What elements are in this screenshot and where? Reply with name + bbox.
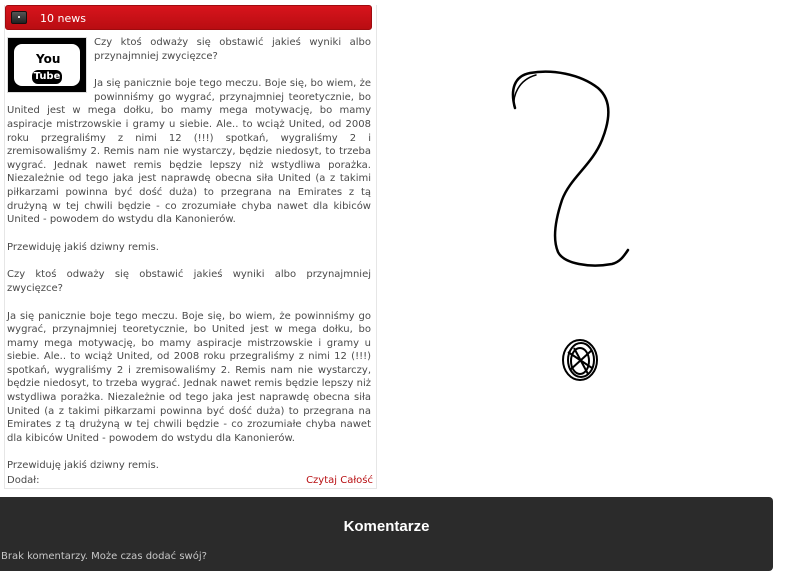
news-article: [7, 36, 371, 487]
comments-title: Komentarze: [343, 518, 430, 535]
added-by-label: Dodał:: [7, 475, 40, 486]
news-panel: [4, 5, 377, 489]
no-comments-text: Brak komentarzy. Może czas dodać swój?: [1, 551, 207, 562]
youtube-logo-you: You: [36, 52, 61, 66]
article-paragraph: Przewiduję jakiś dziwny remis.: [7, 241, 159, 253]
collapse-button[interactable]: [11, 11, 27, 24]
article-paragraph: Ja się panicznie boje tego meczu. Boje się, bo wiem, że powinniśmy go wygrać, przynajmniej teoretycznie, bo United jest w mega dołku, bo mamy mega motywację, bo mamy aspiracje mistrzowskie i gramy u siebie. Ale.. to wciąż United, od 2008 roku przegraliśmy z nimi 12 (!!!) spotkań, wygraliśmy 2 i zremisowaliśmy 2. Remis nam nie wystarczy, będzie niedosyt, to trzeba wygrać. Jednak nawet remis będzie lepszy niż wstydliwa porażka. Niezależnie od tego jaka jest naprawdę obecna siła United (a z takimi piłkarzami powinna być dość duża) to przegrana na Emirates z tą drużyną w tej chwili będzie - co zrozumiałe chyba nawet dla kibiców United - powodem do wstydu dla Kanonierów.: [7, 310, 371, 444]
youtube-logo-tube: Tube: [33, 71, 61, 82]
article-paragraph: Czy ktoś odważy się obstawić jakieś wyniki albo przynajmniej zwycięzce?: [7, 269, 371, 294]
news-header: [5, 5, 372, 30]
youtube-logo-icon[interactable]: [7, 37, 87, 93]
article-paragraph: Przewiduję jakiś dziwny remis.: [7, 460, 159, 472]
comments-section: [0, 497, 773, 571]
read-more-link[interactable]: Czytaj Całość: [306, 475, 373, 486]
hand-drawn-question-mark-icon: [500, 60, 650, 390]
question-dot: [563, 340, 597, 380]
youtube-logo-frame: [14, 44, 80, 86]
news-title: 10 news: [40, 12, 86, 25]
article-paragraph: Czy ktoś odważy się obstawić jakieś wyniki albo przynajmniej zwycięzce?: [94, 37, 371, 62]
article-paragraph: Ja się panicznie boje tego meczu. Boje się, bo wiem, że powinniśmy go wygrać, przynajmniej teoretycznie, bo United jest w mega dołku, bo mamy mega motywację, bo mamy aspiracje mistrzowskie i gramy u siebie. Ale.. to wciąż United, od 2008 roku przegraliśmy z nimi 12 (!!!) spotkań, wygraliśmy 2 i zremisowaliśmy 2. Remis nam nie wystarczy, będzie niedosyt, to trzeba wygrać. Jednak nawet remis będzie lepszy niż wstydliwa porażka. Niezależnie od tego jaka jest naprawdę obecna siła United (a z takimi piłkarzami powinna być dość duża) to przegrana na Emirates z tą drużyną w tej chwili będzie - co zrozumiałe chyba nawet dla kibiców United - powodem do wstydu dla Kanonierów.: [7, 78, 371, 226]
